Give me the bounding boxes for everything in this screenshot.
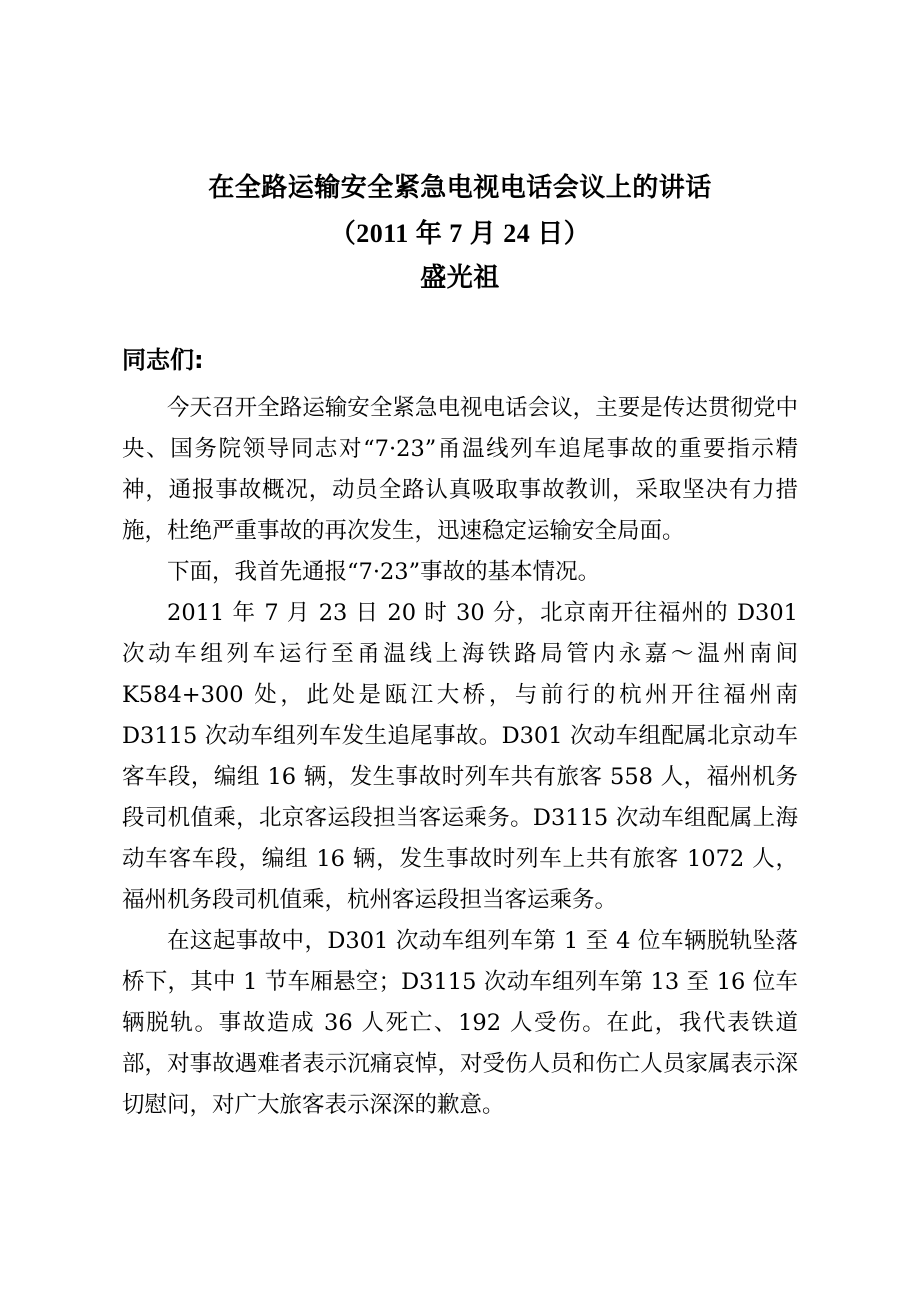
paragraph-casualties: 在这起事故中，D301 次动车组列车第 1 至 4 位车辆脱轨坠落桥下，其中 1 节车厢悬空；D3115 次动车组列车第 13 至 16 位车辆脱轨。事故造成 36 人死亡、192 人受伤。在此，我代表铁道部，对事故遇难者表示沉痛哀悼，对受伤人员和伤亡人员家属表示深切慰问，对广大旅客表示深深的歉意。 [122,928,798,1118]
paragraph-opening: 今天召开全路运输安全紧急电视电话会议，主要是传达贯彻党中央、国务院领导同志对“7·23”甬温线列车追尾事故的重要指示精神，通报事故概况，动员全路认真吸取事故教训，采取坚决有力措施，杜绝严重事故的再次发生，迅速稳定运输安全局面。 [122,395,798,544]
speech-body [122,388,798,1126]
document-date: （2011 年 7 月 24 日） [329,219,591,248]
document-author: 盛光祖 [420,263,500,293]
paragraph-accident-details: 2011 年 7 月 23 日 20 时 30 分，北京南开往福州的 D301 次动车组列车运行至甬温线上海铁路局管内永嘉～温州南间 K584+300 处，此处是瓯江大桥，与前行的杭州开往福州南 D3115 次动车组列车发生追尾事故。D301 次动车组配属北京动车客车段，编组 16 辆，发生事故时列车共有旅客 558 人，福州机务段司机值乘，北京客运段担当客运乘务。D3115 次动车组配属上海动车客车段，编组 16 辆，发生事故时列车上共有旅客 1072 人，福州机务段司机值乘，杭州客运段担当客运乘务。 [122,600,798,913]
document-title: 在全路运输安全紧急电视电话会议上的讲话 [208,173,712,203]
paragraph-intro: 下面，我首先通报“7·23”事故的基本情况。 [167,559,601,585]
salutation: 同志们: [122,346,204,374]
